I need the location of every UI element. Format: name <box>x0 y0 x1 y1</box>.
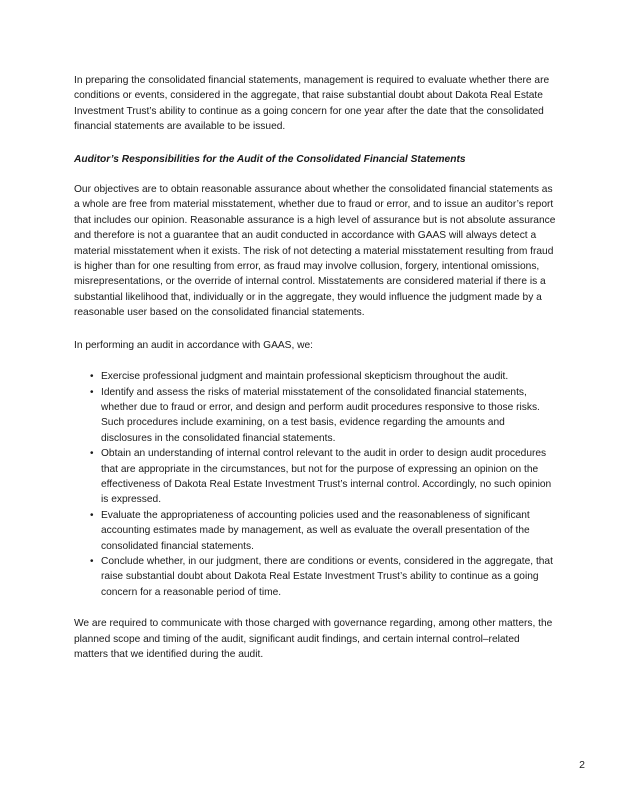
paragraph-performing-audit: In performing an audit in accordance with GAAS, we: <box>74 339 313 351</box>
page-number: 2 <box>579 759 585 771</box>
list-item-text: Conclude whether, in our judgment, there are conditions or events, considered in the aggregate, that raise substantial doubt about Dakota Real Estate Investment Trust’s ability to continue as a going concern for a reasonable period of time. <box>101 555 553 598</box>
bullet-icon: • <box>90 448 94 460</box>
bullet-icon: • <box>90 509 94 521</box>
list-item-text: Obtain an understanding of internal control relevant to the audit in order to design audit procedures that are appropriate in the circumstances, but not for the purpose of expressing an opinion on the effectiveness of Dakota Real Estate Investment Trust’s internal control. Accordingly, no such opinion is expressed. <box>101 448 552 506</box>
list-item <box>74 446 556 508</box>
bullet-icon: • <box>90 371 94 383</box>
section-heading: Auditor’s Responsibilities for the Audit of the Consolidated Financial Statements <box>74 153 466 165</box>
paragraph-going-concern: In preparing the consolidated financial statements, management is required to evaluate whether there are conditions or events, considered in the aggregate, that raise substantial doubt about Dakota Real Estate Investment Trust’s ability to continue as a going concern for one year after the date that the consolidated financial statements are available to be issued. <box>74 75 550 133</box>
list-item <box>74 508 556 554</box>
list-item-text: Exercise professional judgment and maintain professional skepticism throughout the audit. <box>101 371 509 383</box>
paragraph-objectives: Our objectives are to obtain reasonable assurance about whether the consolidated financial statements as a whole are free from material misstatement, whether due to fraud or error, and to issue an auditor’s report that includes our opinion. Reasonable assurance is a high level of assurance but is not absolute assurance and therefore is not a guarantee that an audit conducted in accordance with GAAS will always detect a material misstatement when it exists. The risk of not detecting a material misstatement resulting from fraud is higher than for one resulting from error, as fraud may involve collusion, forgery, intentional omissions, misrepresentations, or the override of internal control. Misstatements are considered material if there is a substantial likelihood that, individually or in the aggregate, they would influence the judgment made by a reasonable user based on the consolidated financial statements. <box>74 184 556 319</box>
document-body <box>74 73 556 662</box>
bullet-icon: • <box>90 555 94 567</box>
list-item <box>74 385 556 447</box>
paragraph-communication: We are required to communicate with those charged with governance regarding, among other matters, the planned scope and timing of the audit, significant audit findings, and certain internal control–related matters that we identified during the audit. <box>74 618 553 660</box>
bullet-icon: • <box>90 386 94 398</box>
list-item <box>74 554 556 600</box>
list-item <box>74 369 556 384</box>
list-item-text: Evaluate the appropriateness of accounting policies used and the reasonableness of significant accounting estimates made by management, as well as evaluate the overall presentation of the consolidated financial statements. <box>101 509 530 552</box>
list-item-text: Identify and assess the risks of material misstatement of the consolidated financial statements, whether due to fraud or error, and design and perform audit procedures responsive to those risks. Such procedures include examining, on a test basis, evidence regarding the amounts and disclosures in the consolidated financial statements. <box>101 386 540 444</box>
responsibilities-list <box>74 369 556 600</box>
